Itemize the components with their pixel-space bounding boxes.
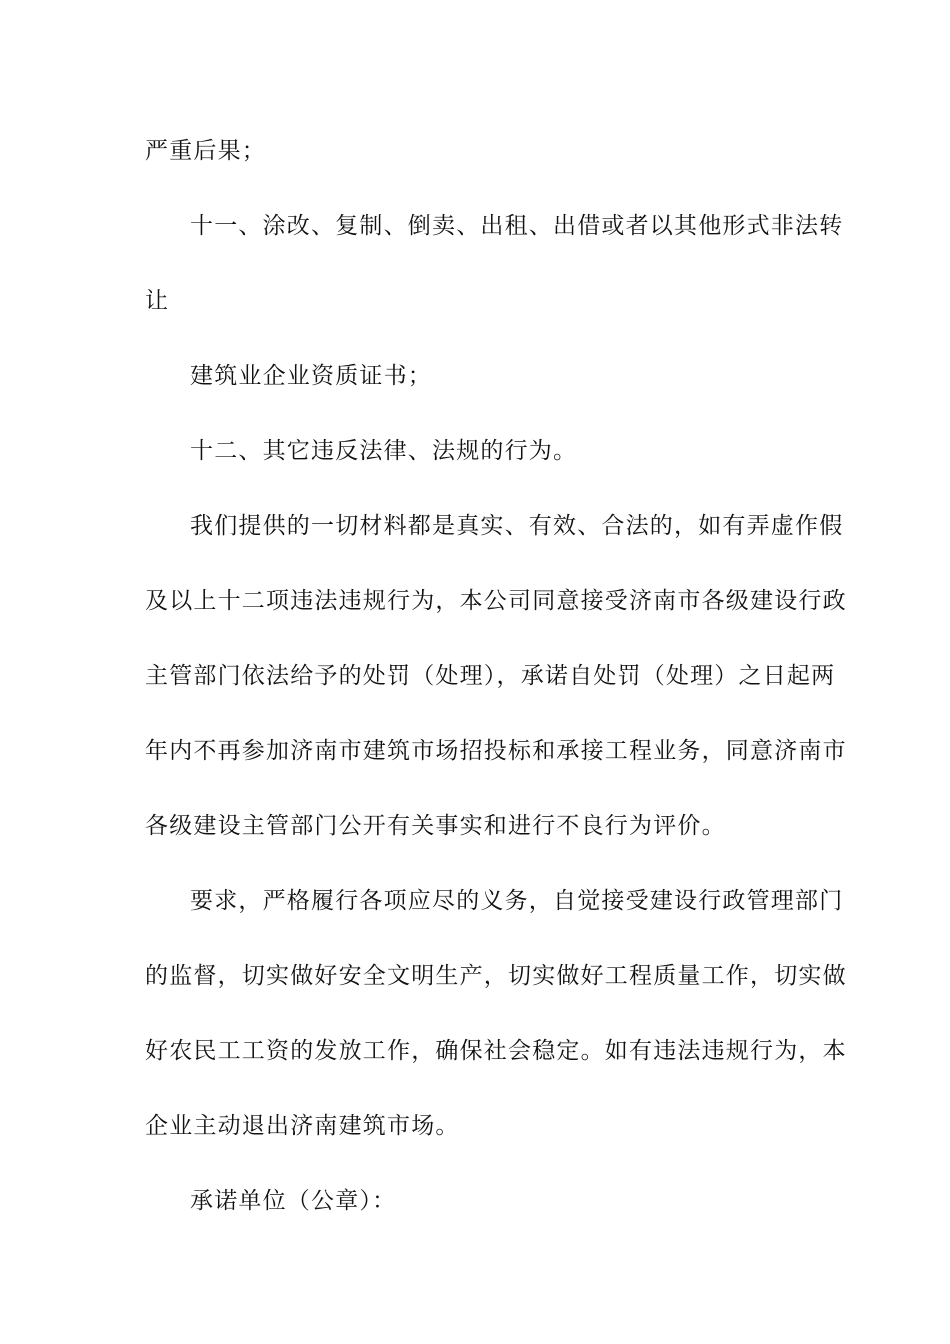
paragraph-requirements-line-4: 企业主动退出济南建筑市场。	[145, 1113, 460, 1139]
paragraph-requirements-line-3: 好农民工工资的发放工作，确保社会稳定。如有违法违规行为，本	[145, 1038, 847, 1064]
paragraph-commitment-line-5: 各级建设主管部门公开有关事实和进行不良行为评价。	[145, 813, 726, 839]
paragraph-commitment-line-2: 及以上十二项违法违规行为，本公司同意接受济南市各级建设行政	[145, 588, 847, 614]
paragraph-commitment-line-1: 我们提供的一切材料都是真实、有效、合法的，如有弄虚作假	[190, 513, 844, 539]
signature-unit-label: 承诺单位（公章）：	[190, 1188, 397, 1214]
text-line-certificate: 建筑业企业资质证书；	[190, 363, 432, 389]
text-line-item-11-cont: 让	[145, 288, 170, 314]
paragraph-requirements-line-2: 的监督，切实做好安全文明生产，切实做好工程质量工作，切实做	[145, 963, 847, 989]
text-line-consequences: 严重后果；	[145, 138, 266, 164]
text-line-item-12: 十二、其它违反法律、法规的行为。	[190, 438, 578, 464]
text-line-item-11: 十一、涂改、复制、倒卖、出租、出借或者以其他形式非法转	[190, 213, 844, 239]
paragraph-commitment-line-4: 年内不再参加济南市建筑市场招投标和承接工程业务，同意济南市	[145, 738, 847, 764]
paragraph-commitment-line-3: 主管部门依法给予的处罚（处理），承诺自处罚（处理）之日起两	[145, 663, 836, 689]
paragraph-requirements-line-1: 要求，严格履行各项应尽的义务，自觉接受建设行政管理部门	[190, 888, 844, 914]
